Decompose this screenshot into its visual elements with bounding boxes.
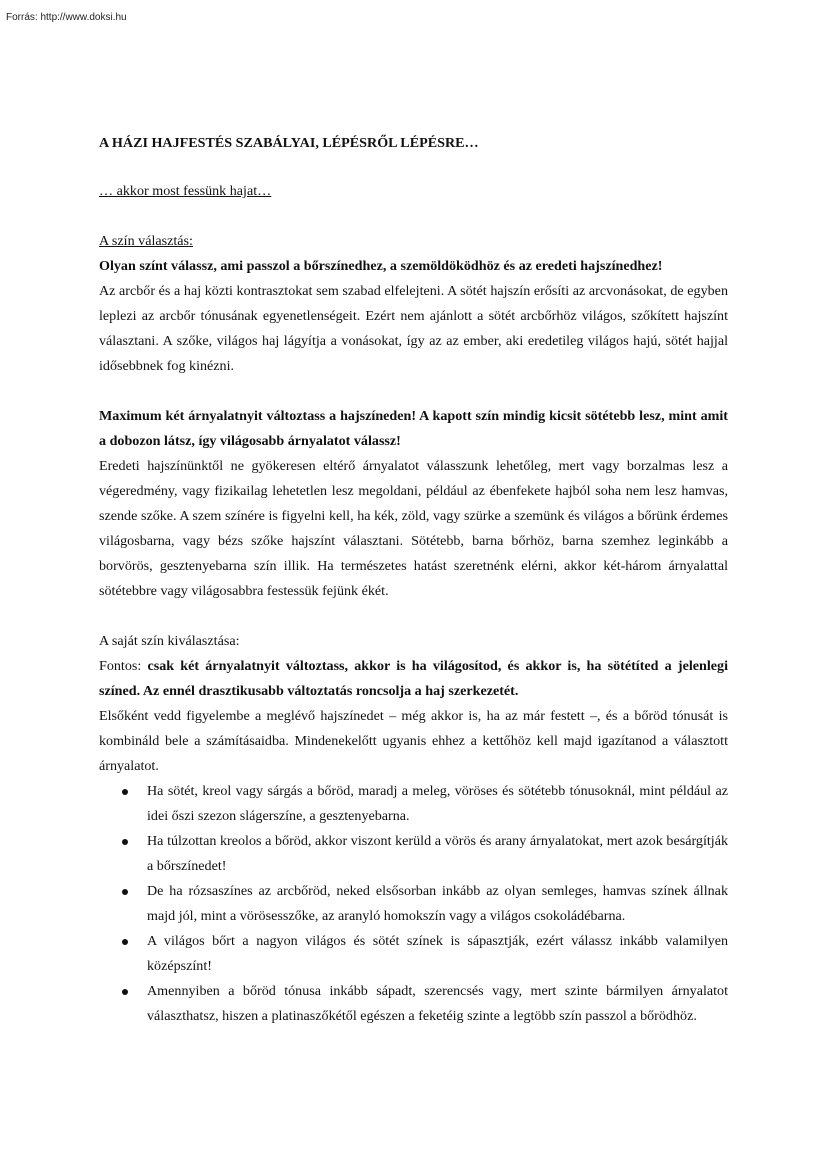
section-heading: A saját szín kiválasztása: <box>99 633 240 649</box>
list-item <box>99 879 728 929</box>
section-heading: A szín választás: <box>99 233 193 249</box>
section-max-two-shades <box>99 404 728 604</box>
list-item-text: Amennyiben a bőröd tónusa inkább sápadt, szerencsés vagy, mert szinte bármilyen árnyalatot választhatsz, hiszen a platinaszőkétől egészen a feketéig szinte a legtöbb szín passzol a bőrödhöz. <box>147 983 728 1024</box>
list-item-text: De ha rózsaszínes az arcbőröd, neked elsősorban inkább az olyan semleges, hamvas színek állnak majd jól, mint a vörösesszőke, az aranyló homokszín vagy a világos csokoládébarna. <box>147 883 728 924</box>
list-item <box>99 979 728 1029</box>
section-color-choice <box>99 229 728 379</box>
list-item <box>99 929 728 979</box>
section-body: Eredeti hajszínünktől ne gyökeresen eltérő árnyalatot válasszunk lehetőleg, mert vagy borzalmas lesz a végeredmény, vagy fizikailag lehetetlen lesz megoldani, például az ébenfekete hajból soha nem lesz hamvas, szende szőke. A szem színére is figyelni kell, ha kék, zöld, vagy szürke a szemünk és világos a bőrünk érdemes világosbarna, vagy bézs szőke hajszínt választani. Sötétebb, barna bőrhöz, barna szemhez leginkább a borvörös, gesztenyebarna szín illik. Ha természetes hatást szeretnénk elérni, akkor két-három árnyalattal sötétebbre vagy világosabbra festessük fejünk ékét. <box>99 458 728 599</box>
bullet-list <box>99 779 728 1029</box>
list-item-text: A világos bőrt a nagyon világos és sötét színek is sápasztják, ezért válassz inkább valamilyen középszínt! <box>147 933 728 974</box>
section-body: Elsőként vedd figyelembe a meglévő hajszínedet – még akkor is, ha az már festett –, és a bőröd tónusát is kombináld bele a számításaidba. Mindenekelőtt ugyanis ehhez a kettőhöz kell majd igazítanod a választott árnyalatot. <box>99 708 728 774</box>
important-note <box>99 654 728 704</box>
section-own-color <box>99 629 728 1029</box>
bullet-icon <box>122 789 128 795</box>
list-item-text: Ha sötét, kreol vagy sárgás a bőröd, maradj a meleg, vöröses és sötétebb tónusoknál, mint például az idei őszi szezon slágerszíne, a gesztenyebarna. <box>147 783 728 824</box>
bullet-icon <box>122 839 128 845</box>
important-bold-text: csak két árnyalatnyit változtass, akkor is ha világosítod, és akkor is, ha sötétíted a jelenlegi színed. Az ennél drasztikusabb változtatás roncsolja a haj szerkezetét. <box>99 658 728 699</box>
list-item <box>99 829 728 879</box>
bullet-icon <box>122 939 128 945</box>
section-bold-statement: Olyan színt válassz, ami passzol a bőrszínedhez, a szemöldöködhöz és az eredeti hajszínedhez! <box>99 258 663 274</box>
section-bold-statement: Maximum két árnyalatnyit változtass a hajszíneden! A kapott szín mindig kicsit sötétebb lesz, mint amit a dobozon látsz, így világosabb árnyalatot válassz! <box>99 408 728 449</box>
bullet-icon <box>122 989 128 995</box>
source-line: Forrás: http://www.doksi.hu <box>6 12 127 23</box>
subtitle: … akkor most fessünk hajat… <box>99 183 272 199</box>
bullet-icon <box>122 889 128 895</box>
section-body: Az arcbőr és a haj közti kontrasztokat sem szabad elfelejteni. A sötét hajszín erősíti az arcvonásokat, de egyben leplezi az arcbőr tónusának egyenetlenségeit. Ezért nem ajánlott a sötét arcbőrhöz világos, szőkített hajszínt választani. A szőke, világos haj lágyítja a vonásokat, így az az ember, aki eredetileg világos hajú, sötét hajjal idősebbnek fog kinézni. <box>99 283 728 374</box>
page-title: A HÁZI HAJFESTÉS SZABÁLYAI, LÉPÉSRŐL LÉPÉSRE… <box>99 135 479 151</box>
important-label: Fontos: <box>99 658 142 674</box>
list-item <box>99 779 728 829</box>
list-item-text: Ha túlzottan kreolos a bőröd, akkor viszont kerüld a vörös és arany árnyalatokat, mert azok besárgítják a bőrszínedet! <box>147 833 728 874</box>
